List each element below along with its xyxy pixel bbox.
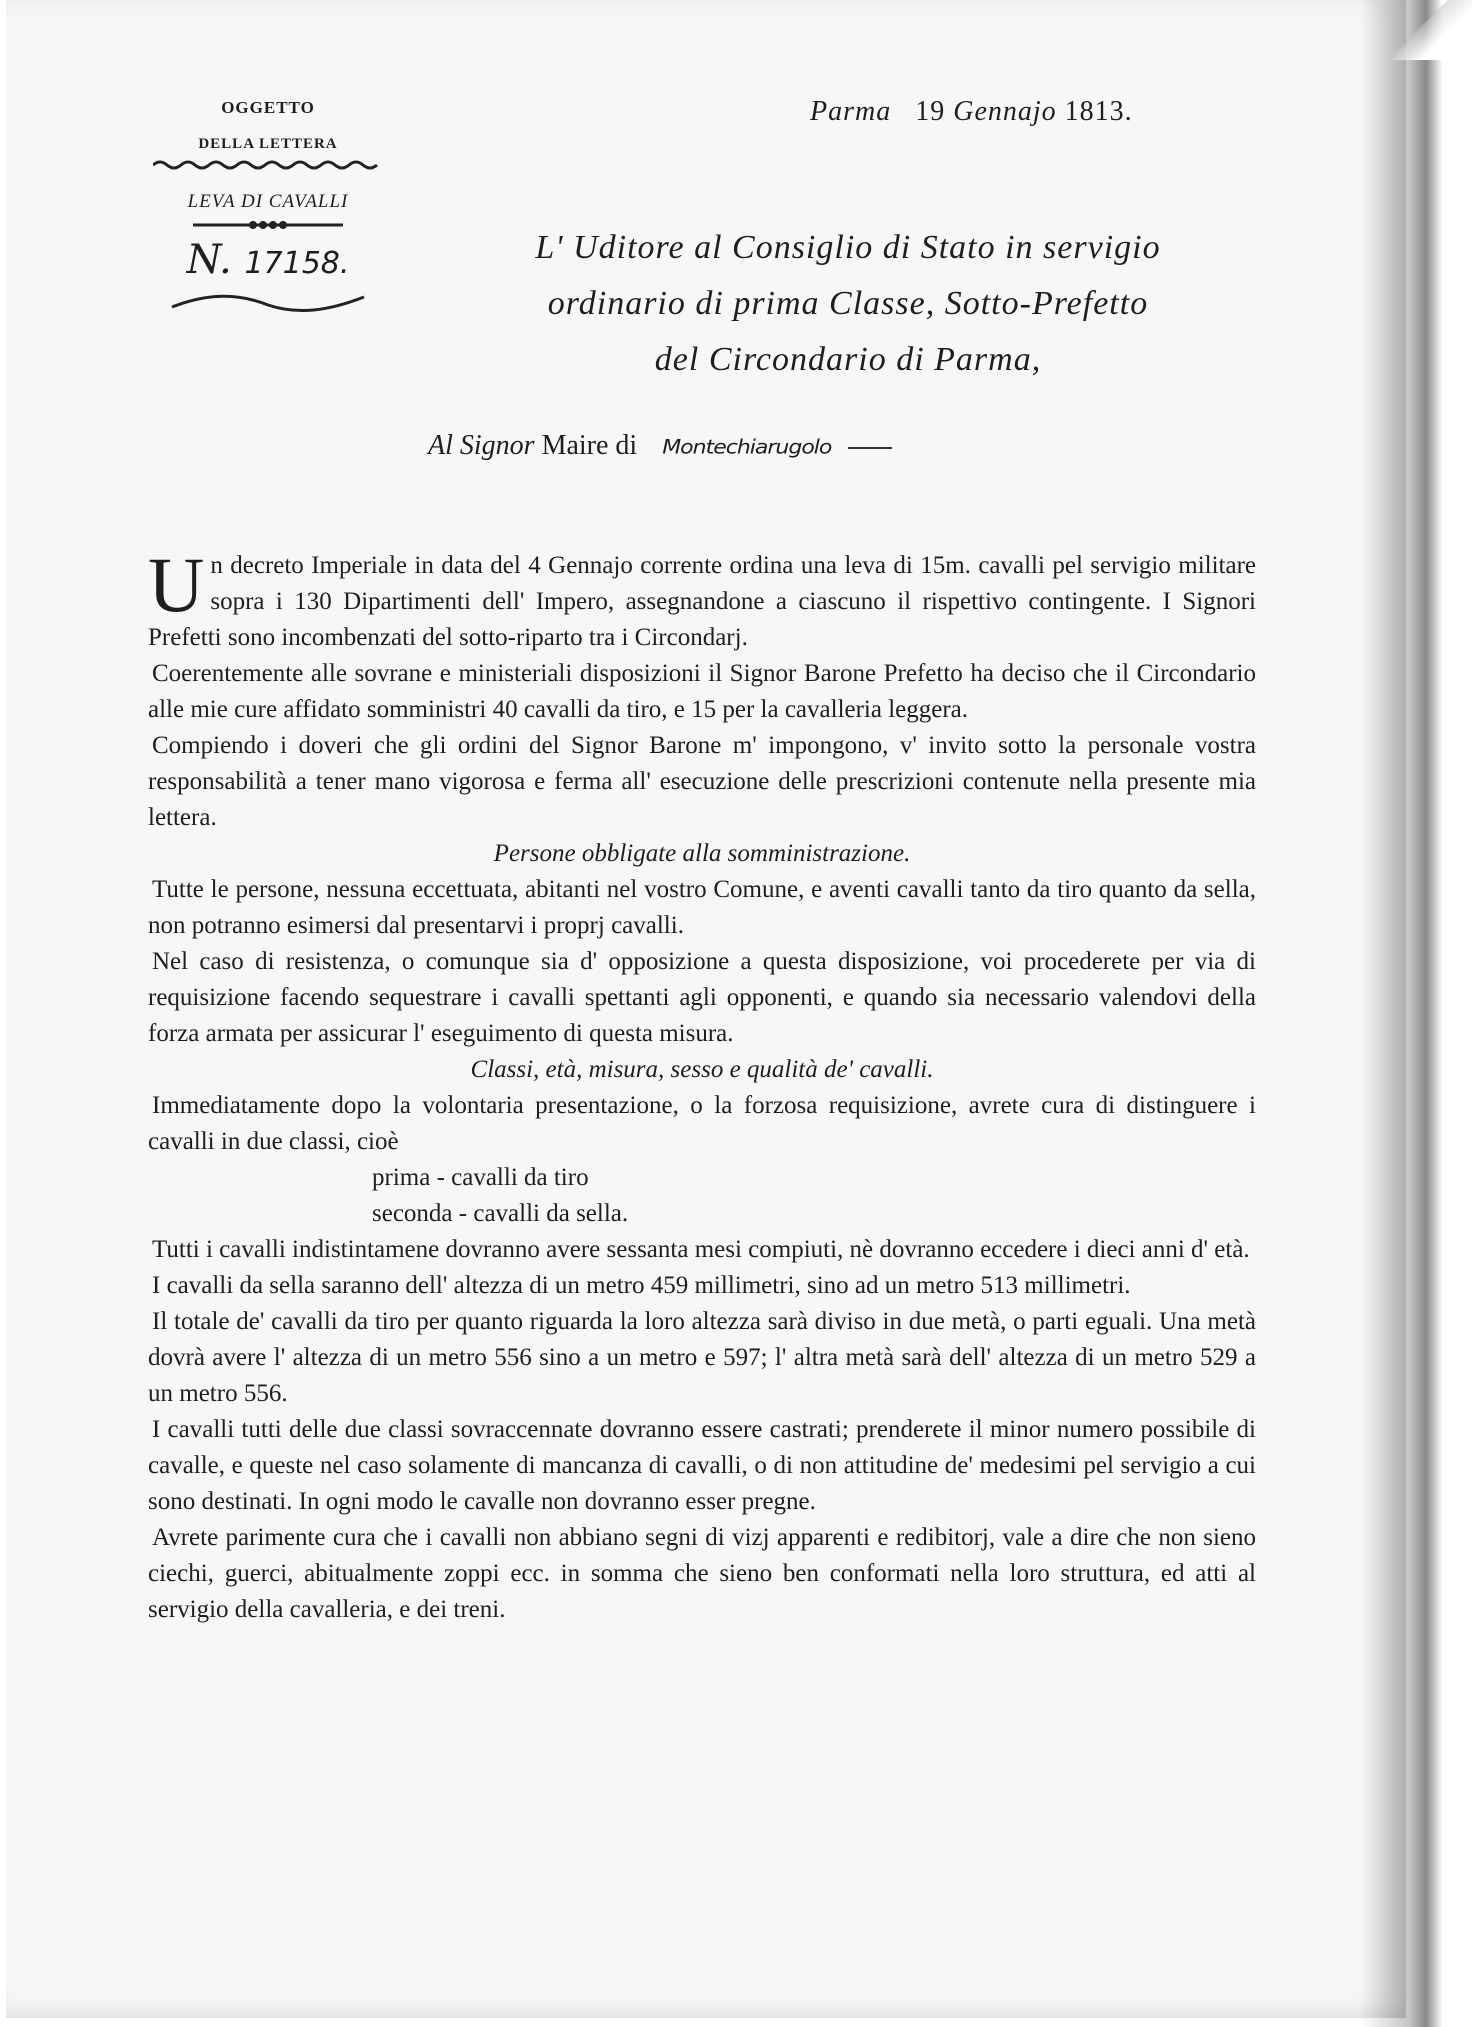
handwritten-number: 17158. bbox=[244, 246, 350, 281]
letter-matter: LEVA DI CAVALLI bbox=[187, 191, 349, 212]
paragraph-1 bbox=[148, 541, 1256, 656]
drop-cap: U bbox=[148, 541, 205, 628]
paragraph-11: Avrete parimente cura che i cavalli non abbiano segni di vizj apparenti e redibitorj, vale a dire che non sieno ciechi, guerci, abitualmente zoppi ecc. in somma che sieno ben conformati nella loro struttura, ed atti al servigio della cavalleria, e dei treni. bbox=[148, 1524, 1256, 1623]
page-corner bbox=[1362, 0, 1472, 60]
addressee-title: Maire di bbox=[541, 430, 638, 461]
signature-dash bbox=[848, 447, 892, 449]
number-prefix: N. bbox=[186, 237, 232, 283]
paragraph-7: Tutti i cavalli indistintamene dovranno avere sessanta mesi compiuti, nè dovranno eccedere i dieci anni d' età. bbox=[152, 1236, 1250, 1263]
sender-line-3: del Circondario di Parma, bbox=[654, 341, 1042, 378]
class-list-item-1: prima - cavalli da tiro bbox=[372, 1164, 589, 1191]
ornament-dots-divider bbox=[193, 219, 343, 231]
letter-header bbox=[148, 98, 388, 315]
class-list-item-2: seconda - cavalli da sella. bbox=[372, 1200, 629, 1227]
subject-label-2: DELLA LETTERA bbox=[198, 136, 338, 152]
sender-title-block bbox=[438, 220, 1258, 388]
date-year: 1813. bbox=[1064, 96, 1133, 127]
sender-line-2: ordinario di prima Classe, Sotto-Prefetto bbox=[547, 285, 1149, 322]
ornament-swash-divider bbox=[168, 289, 368, 315]
section-heading-2: Classi, età, misura, sesso e qualità de' cavalli. bbox=[470, 1056, 934, 1083]
paragraph-9: Il totale de' cavalli da tiro per quanto riguarda la loro altezza sarà diviso in due metà, o parti eguali. Una metà dovrà avere l' altezza di un metro 556 sino a un metro e 597; l' altra metà sarà dell' altezza di un metro 529 a un metro 556. bbox=[148, 1308, 1256, 1407]
handwritten-commune-name: Montechiarugolo bbox=[662, 436, 832, 459]
addressee-line bbox=[428, 430, 892, 462]
page-shadow-edge bbox=[1360, 0, 1470, 2027]
paragraph-2: Coerentemente alle sovrane e ministeriali disposizioni il Signor Barone Prefetto ha deciso che il Circondario alle mie cure affidato somministri 40 cavalli da tiro, e 15 per la cavalleria leggera. bbox=[148, 660, 1256, 723]
sender-line-1: L' Uditore al Consiglio di Stato in servigio bbox=[535, 229, 1161, 266]
paragraph-6: Immediatamente dopo la volontaria presentazione, o la forzosa requisizione, avrete cura di distinguere i cavalli in due classi, cioè bbox=[148, 1092, 1256, 1155]
paragraph-10: I cavalli tutti delle due classi sovraccennate dovranno essere castrati; prenderete il minor numero possibile di cavalle, e queste nel caso solamente di mancanza di cavalli, o di non attitudine de' medesimi pel servigio a cui sono destinati. In ogni modo le cavalle non dovranno esser pregne. bbox=[148, 1416, 1256, 1515]
date-place: Parma bbox=[810, 96, 892, 127]
section-heading-1: Persone obbligate alla somministrazione. bbox=[493, 840, 911, 867]
date-day: 19 bbox=[915, 96, 946, 127]
paragraph-8: I cavalli da sella saranno dell' altezza di un metro 459 millimetri, sino ad un metro 513 millimetri. bbox=[152, 1272, 1131, 1299]
paragraph-3: Compiendo i doveri che gli ordini del Signor Barone m' impongono, v' invito sotto la personale vostra responsabilità a tener mano vigorosa e ferma all' esecuzione delle prescrizioni contenute nella presente mia lettera. bbox=[148, 732, 1256, 831]
paragraph-5: Nel caso di resistenza, o comunque sia d' opposizione a questa disposizione, voi procederete per via di requisizione facendo sequestrare i cavalli spettanti agli opponenti, e quando sia necessario valendovi della forza armata per assicurar l' eseguimento di questa misura. bbox=[148, 948, 1256, 1047]
dateline bbox=[810, 96, 1133, 128]
protocol-number bbox=[148, 237, 388, 283]
date-month: Gennajo bbox=[953, 96, 1057, 127]
addressee-prefix: Al Signor bbox=[428, 430, 535, 461]
ornament-wave-divider bbox=[153, 159, 383, 171]
subject-label: OGGETTO bbox=[221, 98, 315, 117]
paragraph-1-text: n decreto Imperiale in data del 4 Gennajo corrente ordina una leva di 15m. cavalli pel servigio militare sopra i 130 Dipartimenti dell' Impero, assegnandone a ciascuno il rispettivo contingente. I Signori Prefetti sono incombenzati del sotto-riparto tra i Circondarj. bbox=[148, 552, 1256, 651]
paragraph-4: Tutte le persone, nessuna eccettuata, abitanti nel vostro Comune, e aventi cavalli tanto da tiro quanto da sella, non potranno esimersi dal presentarvi i proprj cavalli. bbox=[148, 876, 1256, 939]
letter-body bbox=[148, 541, 1256, 1628]
